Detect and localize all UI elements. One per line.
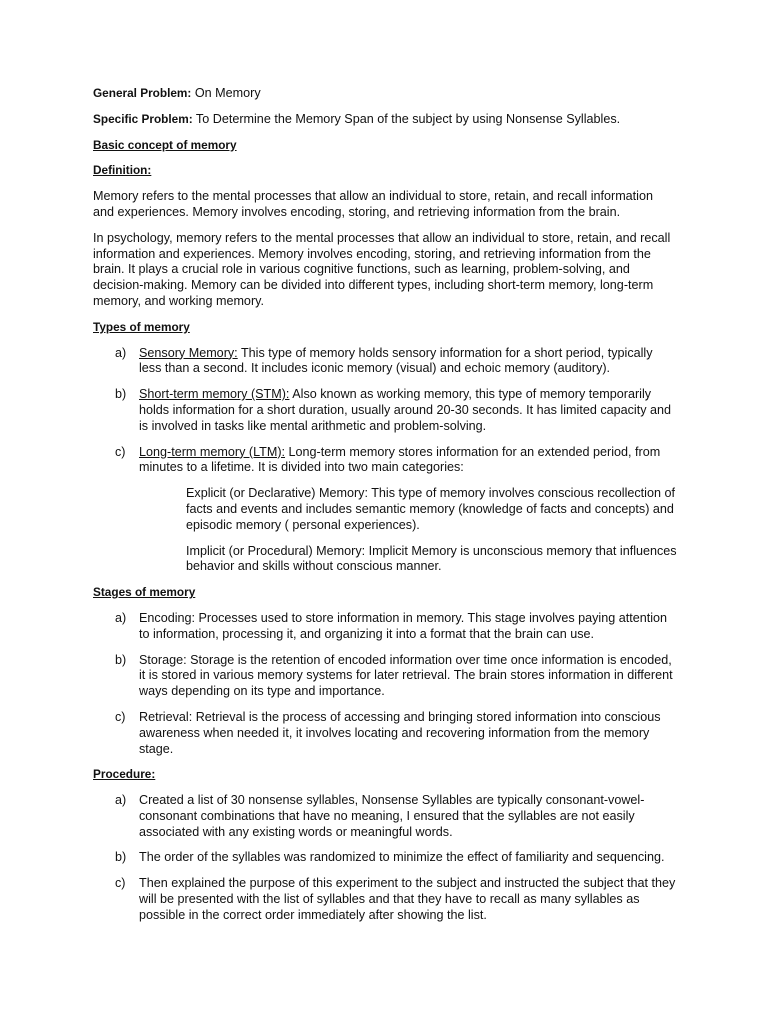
general-problem-label: General Problem: (93, 86, 192, 100)
type-text: Also known as working memory, this type of memory temporarily holds information for a short duration, usually around 20-30 seconds. It has limited capacity and is involved in tasks like mental arithmetic and problem-solving. (139, 387, 672, 433)
list-item (93, 445, 677, 477)
specific-problem-text: To Determine the Memory Span of the subject by using Nonsense Syllables. (192, 111, 621, 126)
types-list (93, 346, 677, 477)
basic-concept-heading: Basic concept of memory (93, 137, 237, 152)
list-marker: a) (115, 345, 127, 360)
type-text: This type of memory holds sensory information for a short period, typically less than a second. It includes iconic memory (visual) and echoic memory (auditory). (139, 345, 653, 376)
list-marker: b) (115, 652, 127, 667)
procedure-text: The order of the syllables was randomized to minimize the effect of familiarity and sequencing. (139, 850, 665, 865)
type-term: Long-term memory (LTM): (139, 444, 286, 459)
general-problem-line (93, 86, 677, 102)
specific-problem-label: Specific Problem: (93, 111, 193, 126)
list-marker: c) (115, 876, 126, 891)
list-marker: a) (115, 610, 127, 625)
list-marker: a) (115, 793, 127, 808)
list-marker: c) (115, 709, 126, 724)
list-item (93, 710, 677, 757)
list-item (93, 850, 677, 866)
types-heading: Types of memory (93, 319, 190, 334)
list-marker: c) (115, 444, 126, 459)
list-item (93, 611, 677, 643)
definition-paragraph: Memory refers to the mental processes that allow an individual to store, retain, and recall information and experiences. Memory involves encoding, storing, and retrieving information from the brain. (93, 189, 653, 219)
list-marker: b) (115, 850, 127, 865)
procedure-text: Then explained the purpose of this experiment to the subject and instructed the subject that they will be presented with the list of syllables and that they have to recall as many syllables as possible in the correct order immediately after showing the list. (139, 876, 676, 922)
document-content (93, 86, 677, 934)
list-marker: b) (115, 387, 127, 402)
stage-text: Retrieval: Retrieval is the process of accessing and bringing stored information into conscious awareness when needed it, it involves locating and recovering information from the memory stage. (139, 709, 661, 756)
list-item (93, 387, 677, 434)
ltm-subtype-implicit: Implicit (or Procedural) Memory: Implicit Memory is unconscious memory that influences behavior and skills without conscious manner. (186, 543, 677, 574)
stages-list (93, 611, 677, 757)
list-item (93, 346, 677, 378)
procedure-list (93, 793, 677, 924)
general-problem-text: On Memory (191, 86, 261, 100)
list-item (93, 876, 677, 923)
definition-heading: Definition: (93, 163, 152, 178)
list-item (93, 653, 677, 700)
stage-text: Storage: Storage is the retention of encoded information over time once information is encoded, it is stored in various memory systems for later retrieval. The brain stores information in different ways depending on its type and importance. (139, 652, 673, 699)
list-item (93, 793, 677, 840)
procedure-heading: Procedure: (93, 767, 156, 782)
specific-problem-line (93, 112, 677, 128)
stage-text: Encoding: Processes used to store information in memory. This stage involves paying attention to information, processing it, and organizing it into a format that the brain can use. (139, 610, 668, 641)
type-term: Sensory Memory: (139, 345, 238, 360)
procedure-text: Created a list of 30 nonsense syllables, Nonsense Syllables are typically consonant-vowel-consonant combinations that have no meaning, I ensured that the syllables are not easily associated with any existing words or meaningful words. (139, 793, 645, 839)
definition-paragraph: In psychology, memory refers to the mental processes that allow an individual to store, retain, and recall information and experiences. Memory involves encoding, storing, and retrieving information from the brain. It plays a crucial role in various cognitive functions, such as learning, problem-solving, and decision-making. Memory can be divided into different types, including short-term memory, long-term memory, and working memory. (93, 230, 671, 308)
stages-heading: Stages of memory (93, 585, 196, 600)
type-text: Long-term memory stores information for an extended period, from minutes to a lifetime. It is divided into two main categories: (139, 444, 661, 475)
type-term: Short-term memory (STM): (139, 387, 290, 402)
ltm-subtype-explicit: Explicit (or Declarative) Memory: This type of memory involves conscious recollection of facts and events and includes semantic memory (knowledge of facts and concepts) and episodic memory ( personal experiences). (186, 486, 675, 532)
